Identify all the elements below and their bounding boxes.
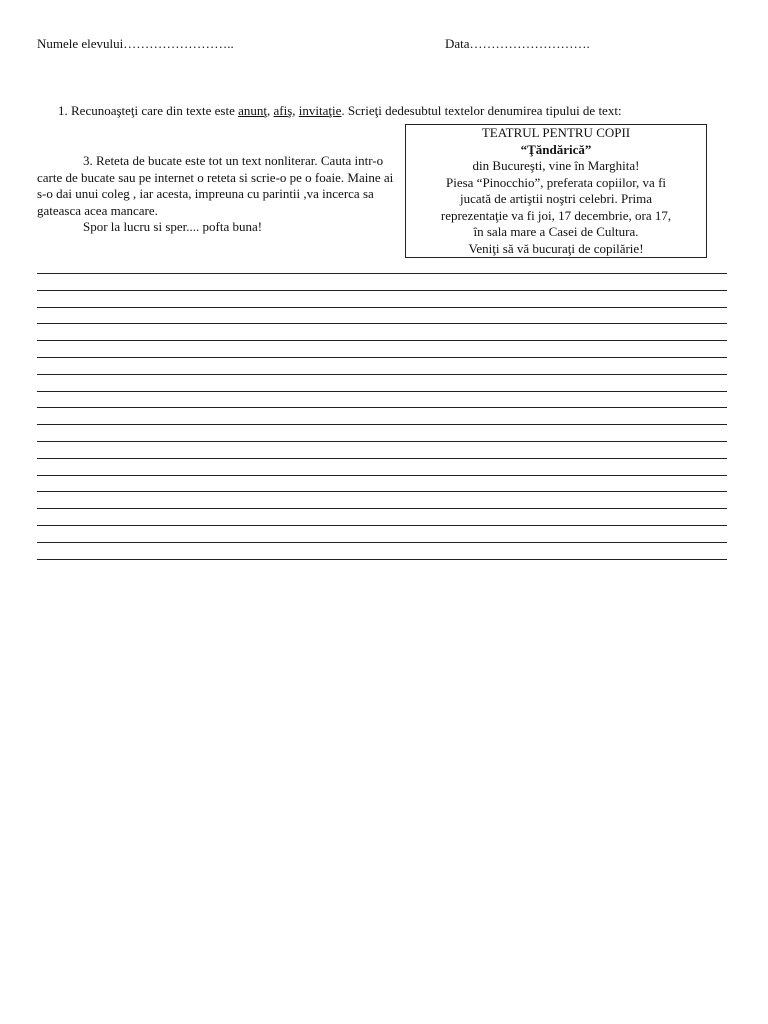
question-1-prefix: 1. Recunoaşteţi care din texte este (58, 103, 239, 118)
student-name-dots: …………………….. (123, 36, 234, 51)
answer-line (37, 542, 727, 543)
answer-line (37, 508, 727, 509)
recipe-paragraph-2: Spor la lucru si sper.... pofta buna! (83, 219, 263, 234)
recipe-text-block (37, 153, 397, 236)
answer-line (37, 323, 727, 324)
question-1 (58, 103, 622, 119)
poster-line-4: Piesa “Pinocchio”, preferata copiilor, va fi (445, 174, 667, 190)
answer-line (37, 307, 727, 308)
poster-line-8: Veniţi să vă bucuraţi de copilărie! (468, 240, 644, 256)
option-invitatie: invitaţie (298, 103, 342, 118)
theatre-poster-box (405, 124, 707, 258)
poster-line-5: jucată de artiştii noştri celebri. Prima (459, 191, 653, 206)
date-label: Data (445, 36, 470, 51)
poster-theatre-name: “Ţăndărică” (520, 141, 592, 157)
answer-line (37, 424, 727, 425)
student-name-field (37, 36, 234, 52)
poster-line-7: în sala mare a Casei de Cultura. (473, 224, 639, 239)
answer-line (37, 458, 727, 459)
answer-line (37, 357, 727, 358)
separator-1: , (267, 103, 274, 118)
answer-line (37, 374, 727, 375)
date-field (445, 36, 590, 52)
student-name-label: Numele elevului (37, 36, 124, 51)
recipe-paragraph-1: 3. Reteta de bucate este tot un text nonliterar. Cauta intr-o carte de bucate sau pe internet o reteta si scrie-o pe o foaie. Maine ai s-o dai unui coleg , iar acesta, impreuna cu parintii ,va incerca sa gateasca acea mancare. (37, 153, 394, 218)
answer-line (37, 559, 727, 560)
date-dots: ………………………. (469, 36, 590, 51)
poster-line-3: din Bucureşti, vine în Marghita! (472, 158, 640, 173)
question-1-suffix: . Scrieţi dedesubtul textelor denumirea tipului de text: (341, 103, 622, 118)
poster-line-6: reprezentaţie va fi joi, 17 decembrie, ora 17, (440, 207, 672, 223)
answer-line (37, 273, 727, 274)
answer-line (37, 491, 727, 492)
answer-line (37, 407, 727, 408)
separator-2: , (292, 103, 299, 118)
answer-line (37, 525, 727, 526)
poster-title: TEATRUL PENTRU COPII (481, 125, 631, 140)
answer-line (37, 340, 727, 341)
answer-line (37, 290, 727, 291)
answer-line (37, 391, 727, 392)
option-anunt: anunţ (238, 103, 268, 118)
answer-line (37, 441, 727, 442)
answer-lines (37, 273, 727, 575)
answer-line (37, 475, 727, 476)
option-afis: afiş (273, 103, 293, 118)
